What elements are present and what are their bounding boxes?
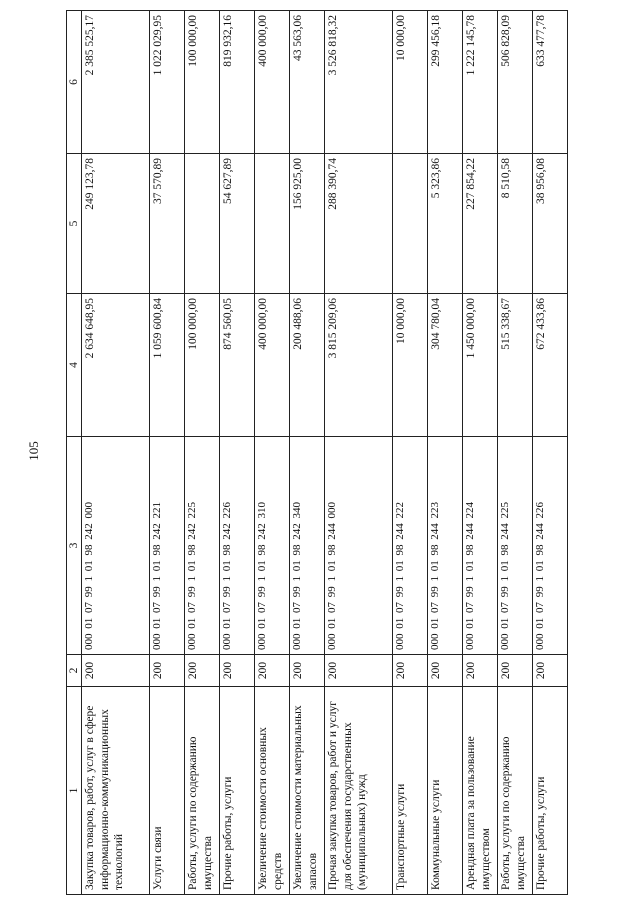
row-col2: 200 xyxy=(185,655,220,687)
row-code: 000 01 07 99 1 01 98 244 226 xyxy=(533,437,568,655)
column-header: 6 xyxy=(67,11,82,154)
row-col6: 10 000,00 xyxy=(393,11,428,154)
row-col6: 299 456,18 xyxy=(428,11,463,154)
row-col4: 1 059 600,84 xyxy=(150,294,185,437)
row-col5: 249 123,78 xyxy=(82,154,150,294)
row-name: Арендная плата за пользование имуществом xyxy=(463,687,498,895)
row-col2: 200 xyxy=(533,655,568,687)
row-code: 000 01 07 99 1 01 98 242 000 xyxy=(82,437,150,655)
row-col4: 100 000,00 xyxy=(185,294,220,437)
row-code: 000 01 07 99 1 01 98 242 340 xyxy=(290,437,325,655)
row-col2: 200 xyxy=(82,655,150,687)
table-row xyxy=(393,11,428,895)
table-row xyxy=(82,11,150,895)
table-row xyxy=(150,11,185,895)
row-col5 xyxy=(393,154,428,294)
row-col2: 200 xyxy=(498,655,533,687)
row-code: 000 01 07 99 1 01 98 244 223 xyxy=(428,437,463,655)
row-col4: 200 488,06 xyxy=(290,294,325,437)
table-row xyxy=(463,11,498,895)
row-col5: 156 925,00 xyxy=(290,154,325,294)
row-col6: 3 526 818,32 xyxy=(325,11,393,154)
column-header: 3 xyxy=(67,437,82,655)
table-row xyxy=(428,11,463,895)
row-col4: 672 433,86 xyxy=(533,294,568,437)
row-name: Прочая закупка товаров, работ и услуг для обеспечения государственных (муниципальных) нужд xyxy=(325,687,393,895)
row-col6: 1 022 029,95 xyxy=(150,11,185,154)
table-row xyxy=(498,11,533,895)
row-col2: 200 xyxy=(290,655,325,687)
row-code: 000 01 07 99 1 01 98 242 310 xyxy=(255,437,290,655)
row-col4: 10 000,00 xyxy=(393,294,428,437)
row-col2: 200 xyxy=(393,655,428,687)
row-col4: 3 815 209,06 xyxy=(325,294,393,437)
row-code: 000 01 07 99 1 01 98 244 000 xyxy=(325,437,393,655)
row-col5: 54 627,89 xyxy=(220,154,255,294)
row-col5: 38 956,08 xyxy=(533,154,568,294)
column-header: 2 xyxy=(67,655,82,687)
row-col5 xyxy=(255,154,290,294)
row-col6: 506 828,09 xyxy=(498,11,533,154)
row-col4: 1 450 000,00 xyxy=(463,294,498,437)
table-row xyxy=(533,11,568,895)
row-col6: 400 000,00 xyxy=(255,11,290,154)
row-name: Прочие работы, услуги xyxy=(220,687,255,895)
row-col2: 200 xyxy=(220,655,255,687)
table-row xyxy=(290,11,325,895)
row-col4: 874 560,05 xyxy=(220,294,255,437)
column-header: 5 xyxy=(67,154,82,294)
column-header: 1 xyxy=(67,687,82,895)
table-row xyxy=(185,11,220,895)
row-code: 000 01 07 99 1 01 98 242 226 xyxy=(220,437,255,655)
row-col5: 37 570,89 xyxy=(150,154,185,294)
row-code: 000 01 07 99 1 01 98 244 224 xyxy=(463,437,498,655)
row-col6: 2 385 525,17 xyxy=(82,11,150,154)
row-code: 000 01 07 99 1 01 98 244 222 xyxy=(393,437,428,655)
row-col4: 304 780,04 xyxy=(428,294,463,437)
row-col5: 288 390,74 xyxy=(325,154,393,294)
row-col4: 515 338,67 xyxy=(498,294,533,437)
row-name: Увеличение стоимости основных средств xyxy=(255,687,290,895)
row-col5: 227 854,22 xyxy=(463,154,498,294)
page-number: 105 xyxy=(26,441,41,461)
column-header-row xyxy=(67,11,82,895)
row-name: Транспортные услуги xyxy=(393,687,428,895)
row-col2: 200 xyxy=(150,655,185,687)
table-row xyxy=(325,11,393,895)
budget-table xyxy=(66,10,568,895)
row-name: Увеличение стоимости материальных запасов xyxy=(290,687,325,895)
row-col2: 200 xyxy=(463,655,498,687)
row-col5: 8 510,58 xyxy=(498,154,533,294)
row-col2: 200 xyxy=(325,655,393,687)
row-col6: 1 222 145,78 xyxy=(463,11,498,154)
row-col5 xyxy=(185,154,220,294)
row-col6: 43 563,06 xyxy=(290,11,325,154)
row-col6: 633 477,78 xyxy=(533,11,568,154)
table-row xyxy=(255,11,290,895)
row-col2: 200 xyxy=(255,655,290,687)
row-col2: 200 xyxy=(428,655,463,687)
row-col6: 100 000,00 xyxy=(185,11,220,154)
row-name: Услуги связи xyxy=(150,687,185,895)
row-name: Закупка товаров, работ, услуг в сфере информационно-коммуникационных технологий xyxy=(82,687,150,895)
row-name: Коммунальные услуги xyxy=(428,687,463,895)
row-col5: 5 323,86 xyxy=(428,154,463,294)
column-header: 4 xyxy=(67,294,82,437)
row-code: 000 01 07 99 1 01 98 244 225 xyxy=(498,437,533,655)
row-col6: 819 932,16 xyxy=(220,11,255,154)
rotated-page xyxy=(66,11,622,895)
row-name: Работы, услуги по содержанию имущества xyxy=(498,687,533,895)
row-col4: 2 634 648,95 xyxy=(82,294,150,437)
row-name: Прочие работы, услуги xyxy=(533,687,568,895)
row-name: Работы, услуги по содержанию имущества xyxy=(185,687,220,895)
row-code: 000 01 07 99 1 01 98 242 225 xyxy=(185,437,220,655)
table-row xyxy=(220,11,255,895)
row-code: 000 01 07 99 1 01 98 242 221 xyxy=(150,437,185,655)
row-col4: 400 000,00 xyxy=(255,294,290,437)
